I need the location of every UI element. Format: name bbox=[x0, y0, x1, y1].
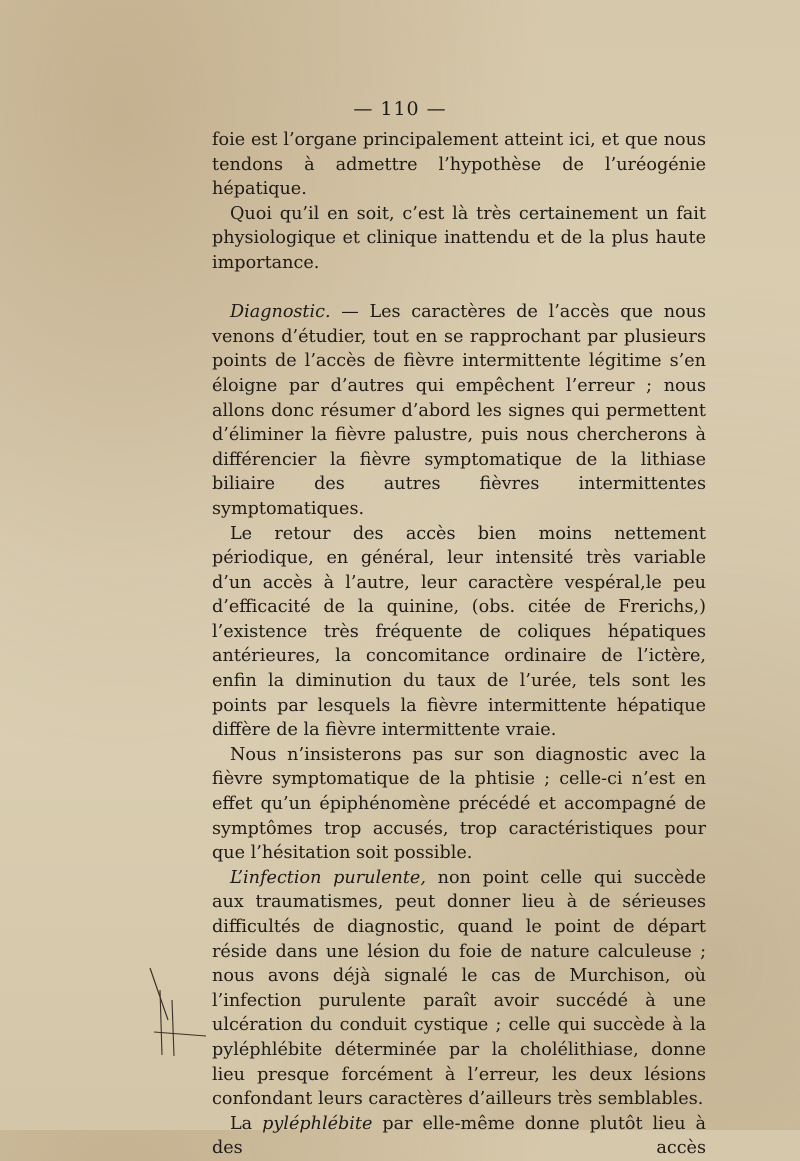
paragraph-text: par elle-même donne plutôt lieu à des accès bbox=[212, 1113, 706, 1159]
paragraph-text: — Les caractères de l’accès que nous venons d’étudier, tout en se rapprochant par plusieurs points de l’accès de fièvre intermittente légitime s’en éloigne par d’autres qui empêchent l’erreur ; nous allons donc résumer d’abord les signes qui permettent d’éliminer la fièvre palustre, puis nous chercherons à différencier la fièvre symptomatique de la lithiase biliaire des autres fièvres intermittentes symptomatiques. bbox=[212, 302, 706, 519]
paragraph bbox=[212, 522, 706, 743]
paragraph-continued bbox=[212, 128, 706, 202]
paragraph-text: non point celle qui succède aux traumatismes, peut donner lieu à de sérieuses difficultés de diagnostic, quand le point de départ réside dans une lésion du foie de nature calculeuse ; nous avons déjà signalé le cas de Murchison, où l’infection purulente paraît avoir succédé à une ulcération du conduit cystique ; celle qui succède à la pyléphlébite déterminée par la cholélithiase, donne lieu presque forcément à l’erreur, les deux lésions confondant leurs caractères d’ailleurs très semblables. bbox=[212, 867, 706, 1110]
italic-term: pyléphlébite bbox=[262, 1113, 373, 1134]
paragraph-diagnostic bbox=[212, 300, 706, 521]
paragraph-text: foie est l’organe principalement atteint ici, et que nous tendons à admettre l’hypothèse de l’uréogénie hépatique. bbox=[212, 130, 706, 200]
section-heading: Diagnostic. bbox=[230, 302, 331, 323]
italic-term: L’infection purulente, bbox=[230, 867, 426, 888]
page-number: — 110 — bbox=[353, 98, 447, 120]
paragraph-text: Le retour des accès bien moins nettement périodique, en général, leur intensité très variable d’un accès à l’autre, leur caractère vespéral,le peu d’efficacité de la quinine, (obs. citée de Frerichs,) l’existence très fréquente de coliques hépatiques antérieures, la concomitance ordinaire de l’ictère, enfin la diminution du taux de l’urée, tels sont les points par lesquels la fièvre intermittente hépatique diffère de la fièvre intermittente vraie. bbox=[212, 523, 706, 741]
paragraph bbox=[212, 202, 706, 276]
body-text bbox=[212, 128, 706, 1161]
paragraph-text: Quoi qu’il en soit, c’est là très certainement un fait physiologique et clinique inattendu et de la plus haute importance. bbox=[212, 203, 706, 273]
paragraph-infection bbox=[212, 866, 706, 1112]
paragraph-pylephlebite bbox=[212, 1112, 706, 1161]
margin-pencil-mark bbox=[140, 960, 220, 1060]
paragraph-lead: La bbox=[230, 1113, 263, 1134]
paragraph bbox=[212, 743, 706, 866]
paragraph-text: Nous n’insisterons pas sur son diagnostic avec la fièvre symptomatique de la phtisie ; celle-ci n’est en effet qu’un épiphénomène précédé et accompagné de symptômes trop accusés, trop caractéristiques pour que l’hésitation soit possible. bbox=[212, 744, 706, 864]
